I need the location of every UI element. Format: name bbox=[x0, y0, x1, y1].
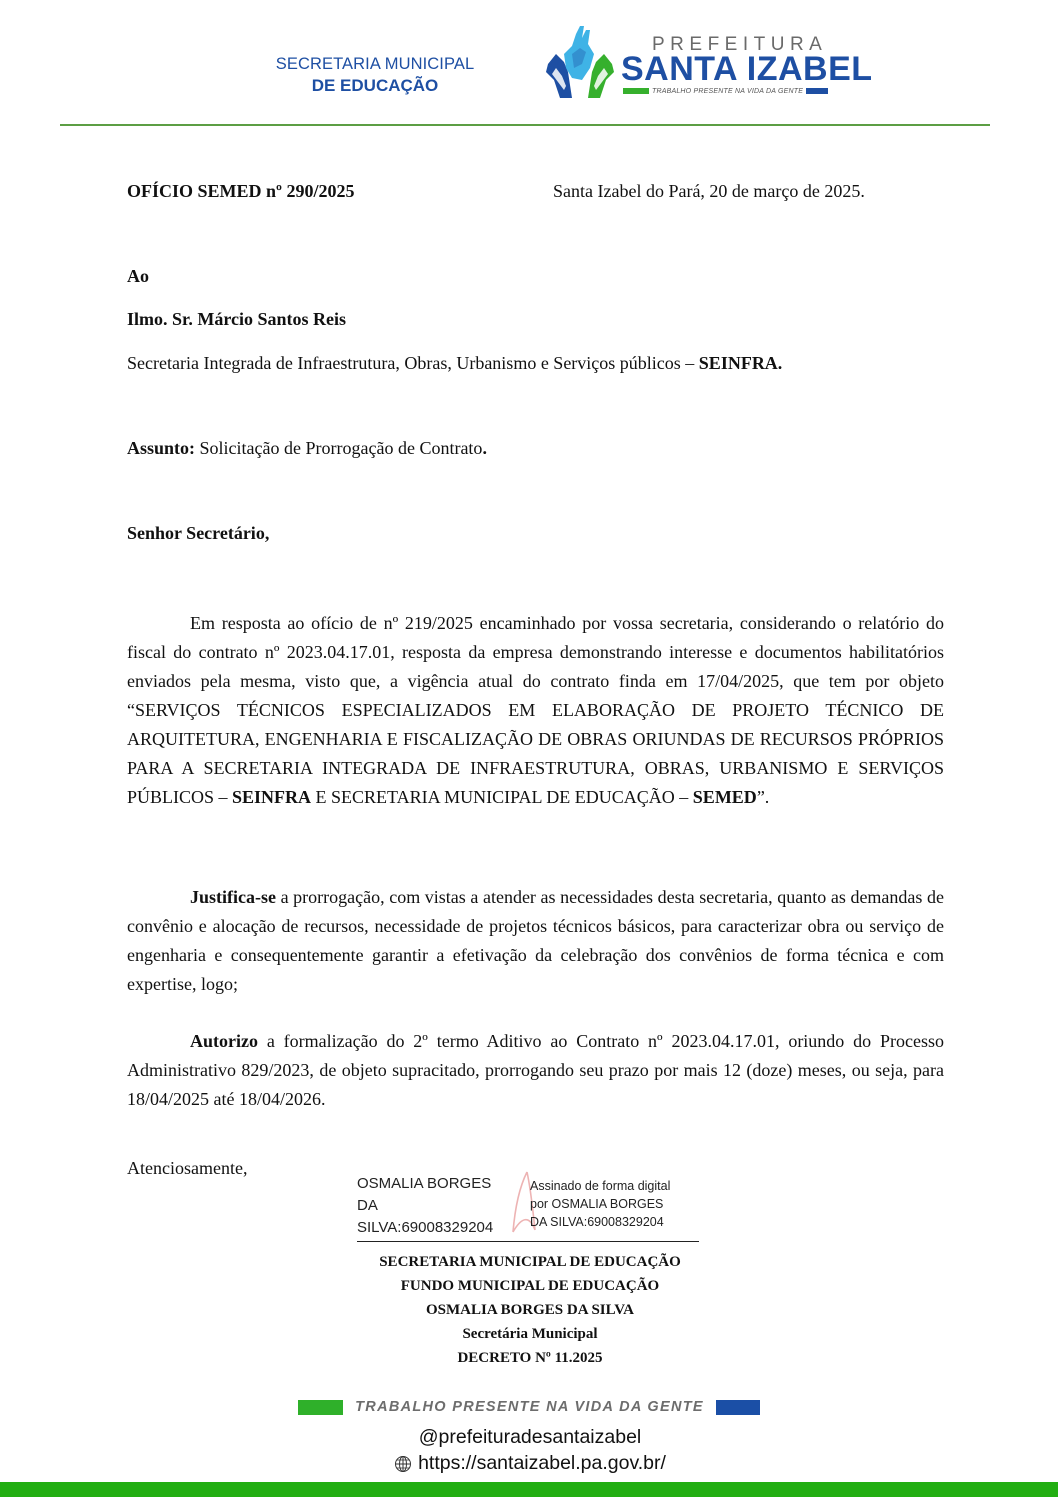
digital-signature-info bbox=[530, 1177, 710, 1231]
signature-block-line: DECRETO Nº 11.2025 bbox=[457, 1350, 603, 1366]
office-id: OFÍCIO SEMED nº 290/2025 bbox=[127, 181, 355, 201]
footer-green-bar bbox=[298, 1400, 343, 1415]
paragraph1-text-c: E SECRETARIA MUNICIPAL DE EDUCAÇÃO – bbox=[311, 787, 693, 807]
footer-green-band bbox=[0, 1482, 1058, 1497]
paragraph-authorization bbox=[127, 1027, 944, 1114]
paragraph1-bold-seinfra: SEINFRA bbox=[232, 787, 312, 807]
recipient-org-acronym: SEINFRA. bbox=[698, 353, 783, 373]
place-date: Santa Izabel do Pará, 20 de março de 2025. bbox=[553, 181, 865, 201]
greeting: Senhor Secretário, bbox=[127, 523, 270, 543]
paragraph2-text: a prorrogação, com vistas a atender as necessidades desta secretaria, quanto as demandas de convênio e alocação de recursos, necessidade de projetos técnicos básicos, para caracterizar obra ou serviço de engenharia e consequentemente garantir a efetivação da celebração dos convênios de forma técnica e com expertise, logo; bbox=[127, 887, 944, 994]
city-name: SANTA IZABEL bbox=[621, 50, 873, 88]
signature-block-line: Secretária Municipal bbox=[462, 1326, 598, 1342]
digital-signer-name bbox=[357, 1173, 527, 1239]
paragraph3-lead: Autorizo bbox=[190, 1031, 258, 1051]
subject-end: . bbox=[482, 438, 487, 458]
paragraph1-text-a: Em resposta ao ofício de nº 219/2025 encaminhado por vossa secretaria, considerando o relatório do fiscal do contrato nº 2023.04.17.01, resposta da empresa demonstrando interesse e documentos habilitatórios enviados pela mesma, visto que, a vigência atual do contrato finda em 17/04/2025, que tem por objeto “SERVIÇOS TÉCNICOS ESPECIALIZADOS EM ELABORAÇÃO DE PROJETO TÉCNICO DE ARQUITETURA, ENGENHARIA E FISCALIZAÇÃO DE OBRAS ORIUNDAS DE RECURSOS PRÓPRIOS PARA A SECRETARIA INTEGRADA DE INFRAESTRUTURA, OBRAS, URBANISMO E SERVIÇOS PÚBLICOS – bbox=[127, 613, 944, 807]
recipient-name: Ilmo. Sr. Márcio Santos Reis bbox=[127, 309, 347, 329]
website-url[interactable]: https://santaizabel.pa.gov.br/ bbox=[418, 1452, 666, 1474]
signature-block-line: OSMALIA BORGES DA SILVA bbox=[426, 1302, 634, 1318]
subject-text: Solicitação de Prorrogação de Contrato bbox=[195, 438, 483, 458]
tagline-blue-bar bbox=[806, 88, 828, 94]
website-link[interactable] bbox=[290, 1452, 770, 1475]
secretaria-title-line1: SECRETARIA MUNICIPAL bbox=[275, 55, 475, 73]
tagline-green-bar bbox=[623, 88, 649, 94]
signer-name-line: OSMALIA BORGES bbox=[357, 1175, 492, 1192]
footer-blue-bar bbox=[716, 1400, 760, 1415]
footer-tagline bbox=[298, 1398, 760, 1416]
secretaria-title-line2: DE EDUCAÇÃO bbox=[311, 76, 439, 95]
signature-block-line: SECRETARIA MUNICIPAL DE EDUCAÇÃO bbox=[379, 1254, 681, 1270]
paragraph3-text: a formalização do 2º termo Aditivo ao Contrato nº 2023.04.17.01, oriundo do Processo Administrativo 829/2023, de objeto supracitado, prorrogando seu prazo por mais 12 (doze) meses, ou seja, para 18/04/2025 até 18/04/2026. bbox=[127, 1031, 944, 1109]
signature-line bbox=[357, 1241, 699, 1242]
prefeitura-label: PREFEITURA bbox=[652, 34, 828, 55]
signature-info-line: Assinado de forma digital bbox=[530, 1179, 671, 1193]
paragraph-justification bbox=[127, 883, 944, 999]
header-divider bbox=[60, 124, 990, 126]
recipient-organization bbox=[127, 353, 782, 374]
paragraph-response bbox=[127, 609, 944, 812]
signer-name-line: SILVA:69008329204 bbox=[357, 1219, 494, 1236]
secretaria-title bbox=[255, 54, 495, 96]
paragraph1-bold-semed: SEMED bbox=[692, 787, 757, 807]
social-handle[interactable]: @prefeituradesantaizabel bbox=[418, 1426, 642, 1448]
globe-icon bbox=[394, 1455, 412, 1473]
subject-line bbox=[127, 438, 487, 459]
subject-label: Assunto: bbox=[127, 438, 196, 458]
signature-block-line: FUNDO MUNICIPAL DE EDUCAÇÃO bbox=[400, 1278, 660, 1294]
paragraph1-text-e: ”. bbox=[756, 787, 770, 807]
prefeitura-hands-logo-icon bbox=[542, 24, 618, 100]
closing: Atenciosamente, bbox=[127, 1158, 248, 1178]
signature-info-line: DA SILVA:69008329204 bbox=[530, 1215, 664, 1229]
header-tagline bbox=[623, 86, 841, 96]
signature-info-line: por OSMALIA BORGES bbox=[530, 1197, 664, 1211]
footer-tagline-text: TRABALHO PRESENTE NA VIDA DA GENTE bbox=[355, 1399, 704, 1415]
header-tagline-text: TRABALHO PRESENTE NA VIDA DA GENTE bbox=[652, 87, 804, 95]
signature-block bbox=[340, 1250, 720, 1370]
recipient-salutation: Ao bbox=[127, 266, 149, 286]
recipient-org-text: Secretaria Integrada de Infraestrutura, Obras, Urbanismo e Serviços públicos – bbox=[127, 353, 699, 373]
paragraph2-lead: Justifica-se bbox=[190, 887, 276, 907]
signer-name-line: DA bbox=[357, 1197, 378, 1214]
